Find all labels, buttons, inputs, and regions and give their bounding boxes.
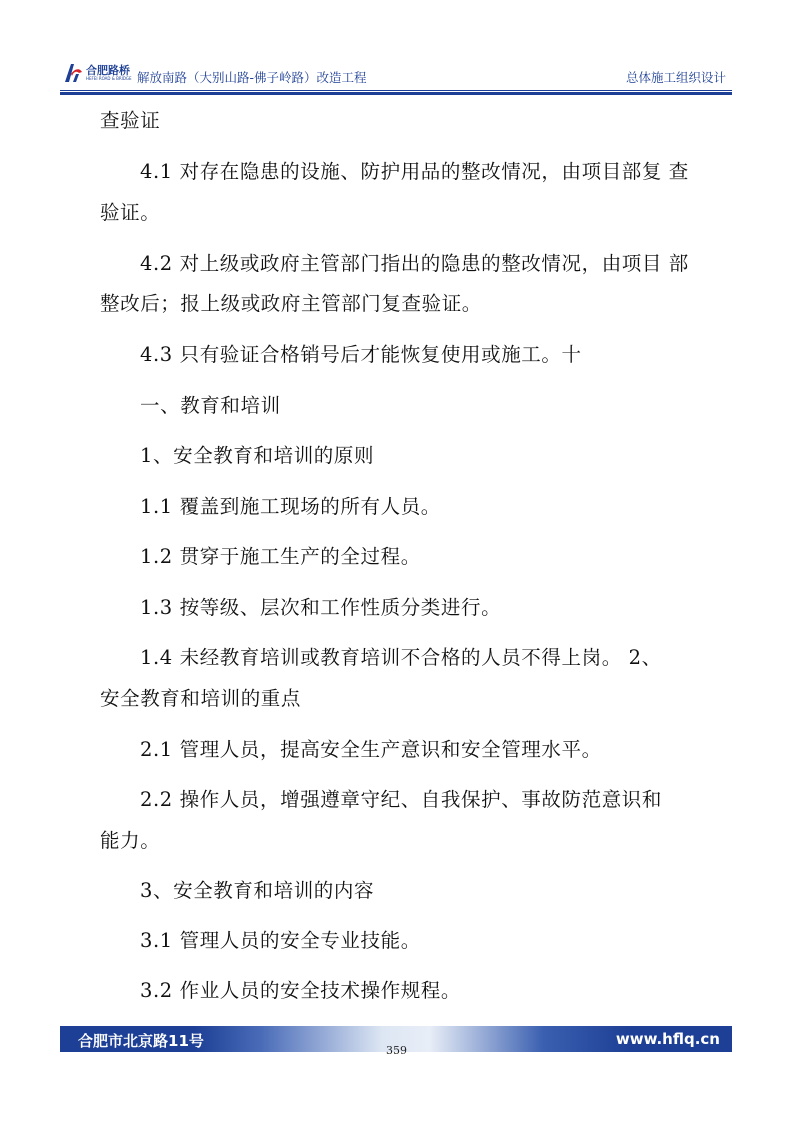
body-line: 验证。 [100,201,161,224]
logo-text: 合肥路桥 [86,64,130,77]
body-line: 1.3 按等级、层次和工作性质分类进行。 [140,596,502,619]
body-line: 查验证 [100,109,161,132]
body-line: 2.2 操作人员，增强遵章守纪、自我保护、事故防范意识和 [140,788,663,811]
logo-subtext: HEFEI ROAD & BRIDGE [86,76,132,81]
subsection-heading: 3、安全教育和培训的内容 [140,879,375,902]
body-line: 3.2 作业人员的安全技术操作规程。 [140,979,462,1002]
body-line: 4.2 对上级或政府主管部门指出的隐患的整改情况，由项目 部 [140,252,689,275]
body-line: 1.4 未经教育培训或教育培训不合格的人员不得上岗。 2、 [140,646,662,669]
subsection-heading: 安全教育和培训的重点 [100,687,302,710]
subsection-heading: 1、安全教育和培训的原则 [140,444,375,467]
body-line: 3.1 管理人员的安全专业技能。 [140,929,421,952]
body-line: 1.2 贯穿于施工生产的全过程。 [140,545,421,568]
footer-website: www.hflq.cn [615,1030,720,1048]
body-line: 2.1 管理人员，提高安全生产意识和安全管理水平。 [140,738,602,761]
body-line: 4.1 对存在隐患的设施、防护用品的整改情况，由项目部复 查 [140,160,689,183]
footer-address: 合肥市北京路11号 [78,1032,204,1050]
page-number: 359 [386,1044,407,1057]
body-line: 整改后；报上级或政府主管部门复查验证。 [100,292,482,315]
body-line: 4.3 只有验证合格销号后才能恢复使用或施工。十 [140,343,582,366]
body-line: 能力。 [100,829,161,852]
section-heading: 一、教育和培训 [140,394,281,417]
document-title: 总体施工组织设计 [625,70,726,85]
body-line: 1.1 覆盖到施工现场的所有人员。 [140,495,441,518]
project-title: 解放南路（大别山路-佛子岭路）改造工程 [137,70,367,85]
